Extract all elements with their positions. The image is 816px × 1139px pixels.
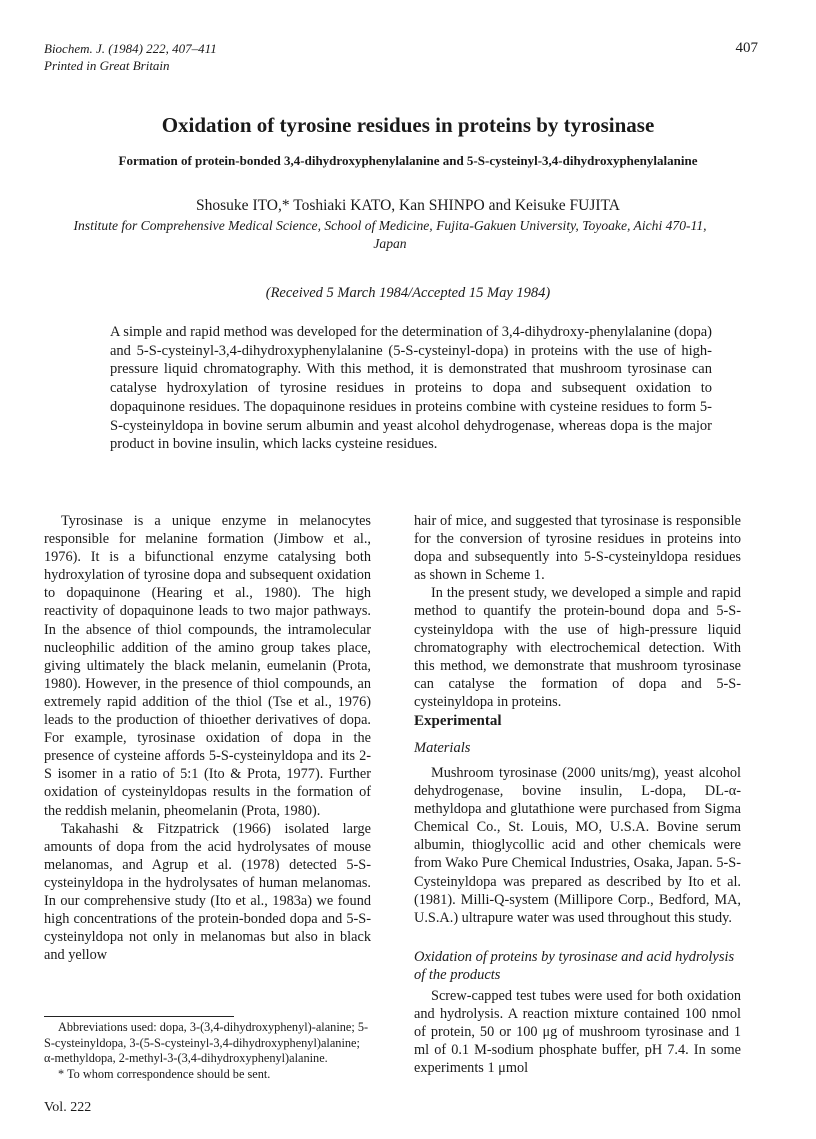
left-column [44,512,371,964]
materials-paragraph: Mushroom tyrosinase (2000 units/mg), yeast alcohol dehydrogenase, bovine insulin, L-dopa, DL-α-methyldopa and glutathione were purchased from Sigma Chemical Co., St. Louis, MO, U.S.A. Bovine serum albumin, thioglycollic acid and other chemicals were from Wako Pure Chemical Industries, Osaka, Japan. 5-S-Cysteinyldopa was prepared as described by Ito et al. (1981). Milli-Q-system (Millipore Corp., Bedford, MA, U.S.A.) ultrapure water was used throughout this study. [414,765,741,926]
author-list: Shosuke ITO,* Toshiaki KATO, Kan SHINPO and Keisuke FUJITA [196,197,620,214]
footnotes [44,1020,371,1082]
received-dates: (Received 5 March 1984/Accepted 15 May 1984) [265,285,551,301]
abstract: A simple and rapid method was developed for the determination of 3,4-dihydroxy-phenylalanine (dopa) and 5-S-cysteinyl-3,4-dihydroxyphenylalanine (5-S-cysteinyl-dopa) in proteins with the use of high-pressure liquid chromatography. With this method, it is demonstrated that mushroom tyrosinase can catalyse hydroxylation of tyrosine residues in proteins to dopa and subsequent oxidation to dopaquinone residues. The dopaquinone residues in proteins combine with cysteine residues to form 5-S-cysteinyldopa in bovine serum albumin and yeast alcohol dehydrogenase, whereas dopa is the major product in bovine insulin, which lacks cysteine residues. [110,324,712,453]
continued-paragraph: hair of mice, and suggested that tyrosinase is responsible for the conversion of tyrosine residues in proteins into dopa and subsequently into 5-S-cysteinyldopa residues as shown in Scheme 1. [414,513,741,584]
intro-paragraph-3: In the present study, we developed a simple and rapid method to quantify the protein-bound dopa and 5-S-cysteinyldopa with the use of high-pressure liquid chromatography with electrochemical detection. With this method, we demonstrate that mushroom tyrosinase can catalyse the formation of dopa and 5-S-cysteinyldopa in proteins. [414,585,741,710]
footnote-divider [44,1016,234,1017]
article-title: Oxidation of tyrosine residues in proteins by tyrosinase [161,113,655,137]
journal-line: Biochem. J. (1984) 222, 407–411 [44,41,217,56]
affiliation: Institute for Comprehensive Medical Science, School of Medicine, Fujita-Gakuen University, Toyoake, Aichi 470-11, Japan [73,218,707,251]
printed-line: Printed in Great Britain [44,58,170,73]
oxidation-section [414,987,741,1077]
intro-paragraph-2: Takahashi & Fitzpatrick (1966) isolated large amounts of dopa from the acid hydrolysates of mouse melanomas, and Agrup et al. (1978) detected 5-S-cysteinyldopa in the hydrolysates of human melanomas. In our comprehensive study (Ito et al., 1983a) we found high concentrations of the protein-bonded dopa and 5-S-cysteinyldopa not only in melanomas but also in black and yellow [44,820,371,964]
journal-citation [44,40,217,74]
section-heading-experimental: Experimental [414,713,502,729]
article-subtitle: Formation of protein-bonded 3,4-dihydroxyphenylalanine and 5-S-cysteinyl-3,4-dihydroxyphenylalanine [118,153,698,168]
volume-label: Vol. 222 [44,1100,92,1115]
correspondence-footnote: * To whom correspondence should be sent. [58,1066,271,1081]
right-column [414,512,741,711]
subheading-oxidation: Oxidation of proteins by tyrosinase and acid hydrolysis of the products [414,949,735,983]
page-number: 407 [735,40,758,56]
abbreviations-footnote: Abbreviations used: dopa, 3-(3,4-dihydroxyphenyl)-alanine; 5-S-cysteinyldopa, 3-(5-S-cysteinyl-3,4-dihydroxyphenyl)alanine; α-methyldopa, 2-methyl-3-(3,4-dihydroxyphenyl)alanine. [44,1020,369,1065]
oxidation-paragraph: Screw-capped test tubes were used for both oxidation and hydrolysis. A reaction mixture contained 100 nmol of protein, 50 or 100 μg of mushroom tyrosinase and 1 ml of 0.1 M-sodium phosphate buffer, pH 7.4. In some experiments 1 μmol [414,988,741,1077]
intro-paragraph-1: Tyrosinase is a unique enzyme in melanocytes responsible for melanine formation (Jimbow et al., 1976). It is a bifunctional enzyme catalysing both hydroxylation of tyrosine dopa and subsequent oxidation to dopaquinone (Hearing et al., 1980). The high reactivity of dopaquinone leads to two major pathways. In the absence of thiol compounds, the intramolecular nucleophilic addition of the amino group takes place, giving ultimately the black melanin, eumelanin (Prota, 1980). However, in the presence of thiol compounds, an extremely rapid addition of the thiol (Tse et al., 1976) leads to the production of thioether derivatives of dopa. For example, tyrosinase oxidation of dopa in the presence of cysteine affords 5-S-cysteinyldopa and its 2-S isomer in a ratio of 5:1 (Ito & Prota, 1977). Further oxidation of cysteinyldopas results in the formation of the reddish melanin, pheomelanin (Prota, 1980). [44,513,371,819]
materials-section [414,764,741,927]
subheading-materials: Materials [414,740,471,756]
